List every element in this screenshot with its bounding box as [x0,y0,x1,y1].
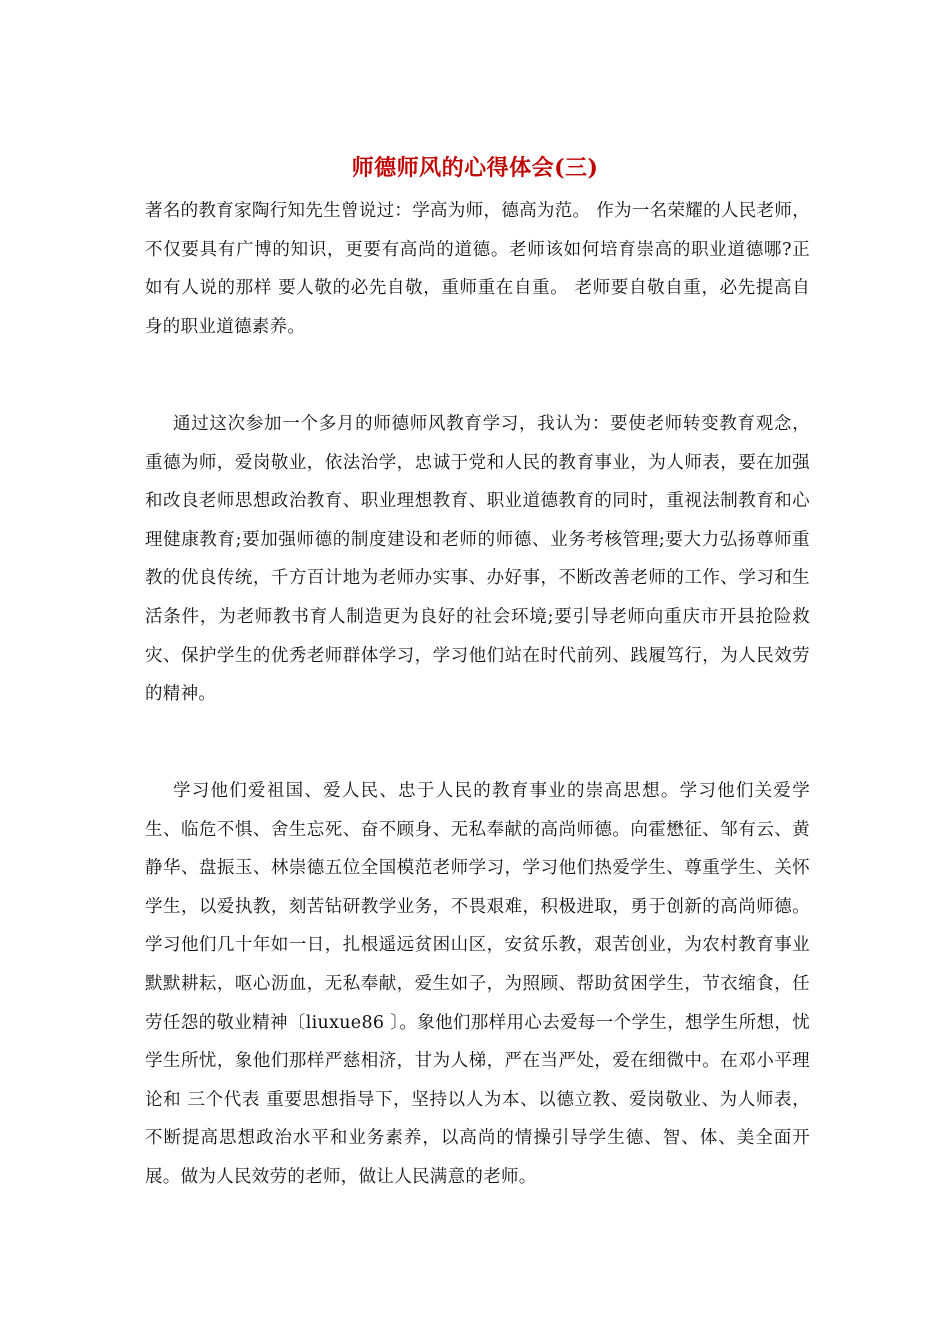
paragraph-3: 学习他们爱祖国、爱人民、忠于人民的教育事业的崇高思想。学习他们关爱学生、临危不惧、舍生忘死、奋不顾身、无私奉献的高尚师德。向霍懋征、邹有云、黄静华、盘振玉、林崇德五位全国模范老师学习，学习他们热爱学生、尊重学生、关怀学生，以爱执教，刻苦钻研教学业务，不畏艰难，积极进取，勇于创新的高尚师德。学习他们几十年如一日，扎根遥远贫困山区，安贫乐教，艰苦创业，为农村教育事业默默耕耘，呕心沥血，无私奉献，爱生如子，为照顾、帮助贫困学生，节衣缩食，任劳任怨的敬业精神〔liuxue86 〕。象他们那样用心去爱每一个学生，想学生所想，忧学生所忧，象他们那样严慈相济，甘为人梯，严在当严处，爱在细微中。在邓小平理论和 三个代表 重要思想指导下，坚持以人为本、以德立教、爱岗敬业、为人师表，不断提高思想政治水平和业务素养，以高尚的情操引导学生德、智、体、美全面开展。做为人民效劳的老师，做让人民满意的老师。 [145,781,810,1187]
paragraph-2: 通过这次参加一个多月的师德师风教育学习，我认为：要使老师转变教育观念，重德为师，爱岗敬业，依法治学，忠诚于党和人民的教育事业，为人师表，要在加强和改良老师思想政治教育、职业理想教育、职业道德教育的同时，重视法制教育和心理健康教育;要加强师德的制度建设和老师的师德、业务考核管理;要大力弘扬尊师重教的优良传统，千方百计地为老师办实事、办好事，不断改善老师的工作、学习和生活条件，为老师教书育人制造更为良好的社会环境;要引导老师向重庆市开县抢险救灾、保护学生的优秀老师群体学习，学习他们站在时代前列、践履笃行，为人民效劳的精神。 [145,414,810,705]
paragraph-1: 著名的教育家陶行知先生曾说过：学高为师，德高为范。 作为一名荣耀的人民老师，不仅要具有广博的知识，更要有高尚的道德。老师该如何培育崇高的职业道德哪?正如有人说的那样 要人敬的必先自敬，重师重在自重。 老师要自敬自重，必先提高自身的职业道德素养。 [145,201,810,337]
document-title: 师德师风的心得体会(三) [351,155,599,181]
